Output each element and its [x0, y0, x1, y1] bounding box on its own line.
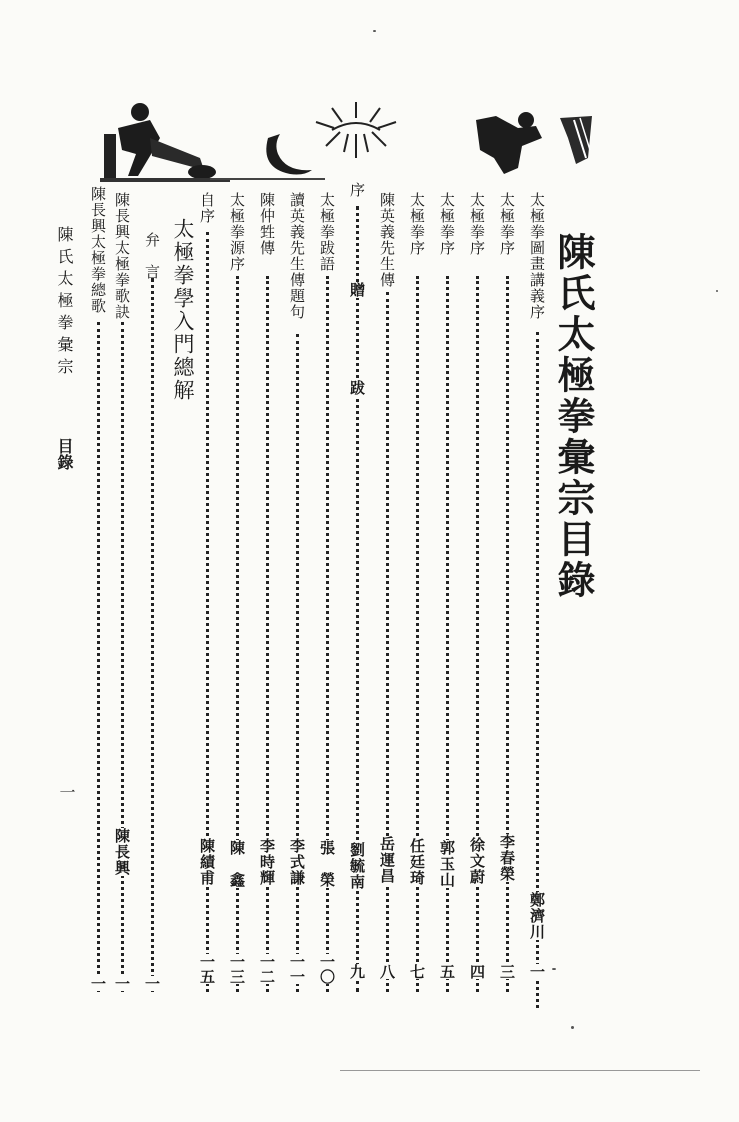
- toc-entry: [287, 192, 309, 992]
- scan-speck: [716, 290, 718, 292]
- running-section: 目錄: [55, 438, 74, 470]
- crescent-icon: [266, 134, 312, 175]
- entry-author: 李式謙: [288, 838, 306, 886]
- leader-dots: [121, 322, 124, 992]
- leader-dots: [97, 322, 100, 992]
- toc-entry: [437, 192, 459, 992]
- toc-entry: [377, 192, 399, 992]
- entry-title: 自序: [198, 192, 216, 224]
- entry-title: 陳英義先生傳: [378, 192, 396, 288]
- entry-author: 陳績甫: [198, 838, 216, 886]
- entry-title: 讀英義先生傳題句: [288, 192, 306, 320]
- toc-entry: [257, 192, 279, 992]
- entry-page: 三: [498, 964, 516, 979]
- section-heading: 太極拳學入門總解: [171, 218, 195, 402]
- scan-speck: [571, 1026, 574, 1029]
- entry-title: 太極拳跋語: [318, 192, 336, 272]
- entry-page: 一: [113, 976, 131, 991]
- entry-page: 一: [89, 976, 107, 991]
- toc-entry: [227, 192, 249, 992]
- leader-dots: [296, 334, 299, 992]
- entry-author: 鄭濟川: [528, 892, 546, 940]
- toc-entry: [527, 192, 549, 992]
- entry-page: 一: [528, 964, 546, 979]
- scan-speck: [340, 1070, 700, 1071]
- entry-title: 太極拳序: [498, 192, 516, 256]
- entry-author: 李時輝: [258, 838, 276, 886]
- scan-speck: [552, 968, 556, 970]
- entry-title: 陳仲甡傳: [258, 192, 276, 256]
- entry-page: 一五: [198, 954, 216, 984]
- leader-dots: [506, 276, 509, 992]
- entry-title: 太極拳序: [468, 192, 486, 256]
- entry-author: 陳 鑫: [228, 840, 246, 888]
- entry-author: 郭玉山: [438, 840, 456, 888]
- sun-icon: [316, 102, 396, 158]
- entry-title: 太極拳源序: [228, 192, 246, 272]
- page-title: 陳氏太極拳彙宗目錄: [551, 232, 596, 601]
- entry-author: 李春榮: [498, 834, 516, 882]
- entry-title: 太極拳序: [408, 192, 426, 256]
- entry-author: 劉毓南: [348, 842, 366, 890]
- entry-author: 任廷琦: [408, 838, 426, 886]
- entry-page: 七: [408, 964, 426, 979]
- entry-page: 八: [378, 964, 396, 979]
- toc-entry: [407, 192, 429, 992]
- running-head: 陳氏太極拳彙宗: [55, 226, 74, 380]
- leader-dots: [151, 278, 154, 992]
- entry-page: 五: [438, 964, 456, 979]
- entry-author: 張 榮: [318, 840, 336, 888]
- toc-entry: [88, 186, 110, 992]
- toc-entry: [497, 192, 519, 992]
- header-illustration: [90, 98, 610, 188]
- entry-page: 一二: [258, 954, 276, 984]
- entry-author: 岳運昌: [378, 836, 396, 884]
- toc-entry: [197, 192, 219, 992]
- toc-entry: [317, 192, 339, 992]
- toc-entry: [142, 232, 164, 992]
- entry-title: 序: [348, 182, 366, 198]
- entry-title: 太極拳序: [438, 192, 456, 256]
- right-figure-icon: [476, 112, 592, 174]
- entry-title: 太極拳圖畫講義序: [528, 192, 546, 320]
- entry-title: 弁 言: [143, 232, 161, 280]
- entry-page: 一: [143, 976, 161, 991]
- inline-mark-postscript: 跋: [348, 380, 366, 396]
- toc-entry: [347, 182, 369, 992]
- entry-author: 陳長興: [113, 828, 131, 876]
- entry-page: 一〇: [318, 954, 336, 984]
- scan-speck: [373, 30, 376, 32]
- toc-entry: [112, 192, 134, 992]
- inline-mark-gift: 贈: [348, 282, 366, 298]
- entry-author: 徐文蔚: [468, 837, 486, 885]
- toc-entry: [467, 192, 489, 992]
- entry-title: 陳長興太極拳總歌: [89, 186, 107, 314]
- entry-page: 一三: [228, 954, 246, 984]
- page-number: 一: [57, 784, 76, 800]
- leader-dots: [386, 292, 389, 992]
- entry-page: 四: [468, 964, 486, 979]
- entry-page: 九: [348, 964, 366, 979]
- entry-title: 陳長興太極拳歌訣: [113, 192, 131, 320]
- entry-page: 一一: [288, 954, 306, 984]
